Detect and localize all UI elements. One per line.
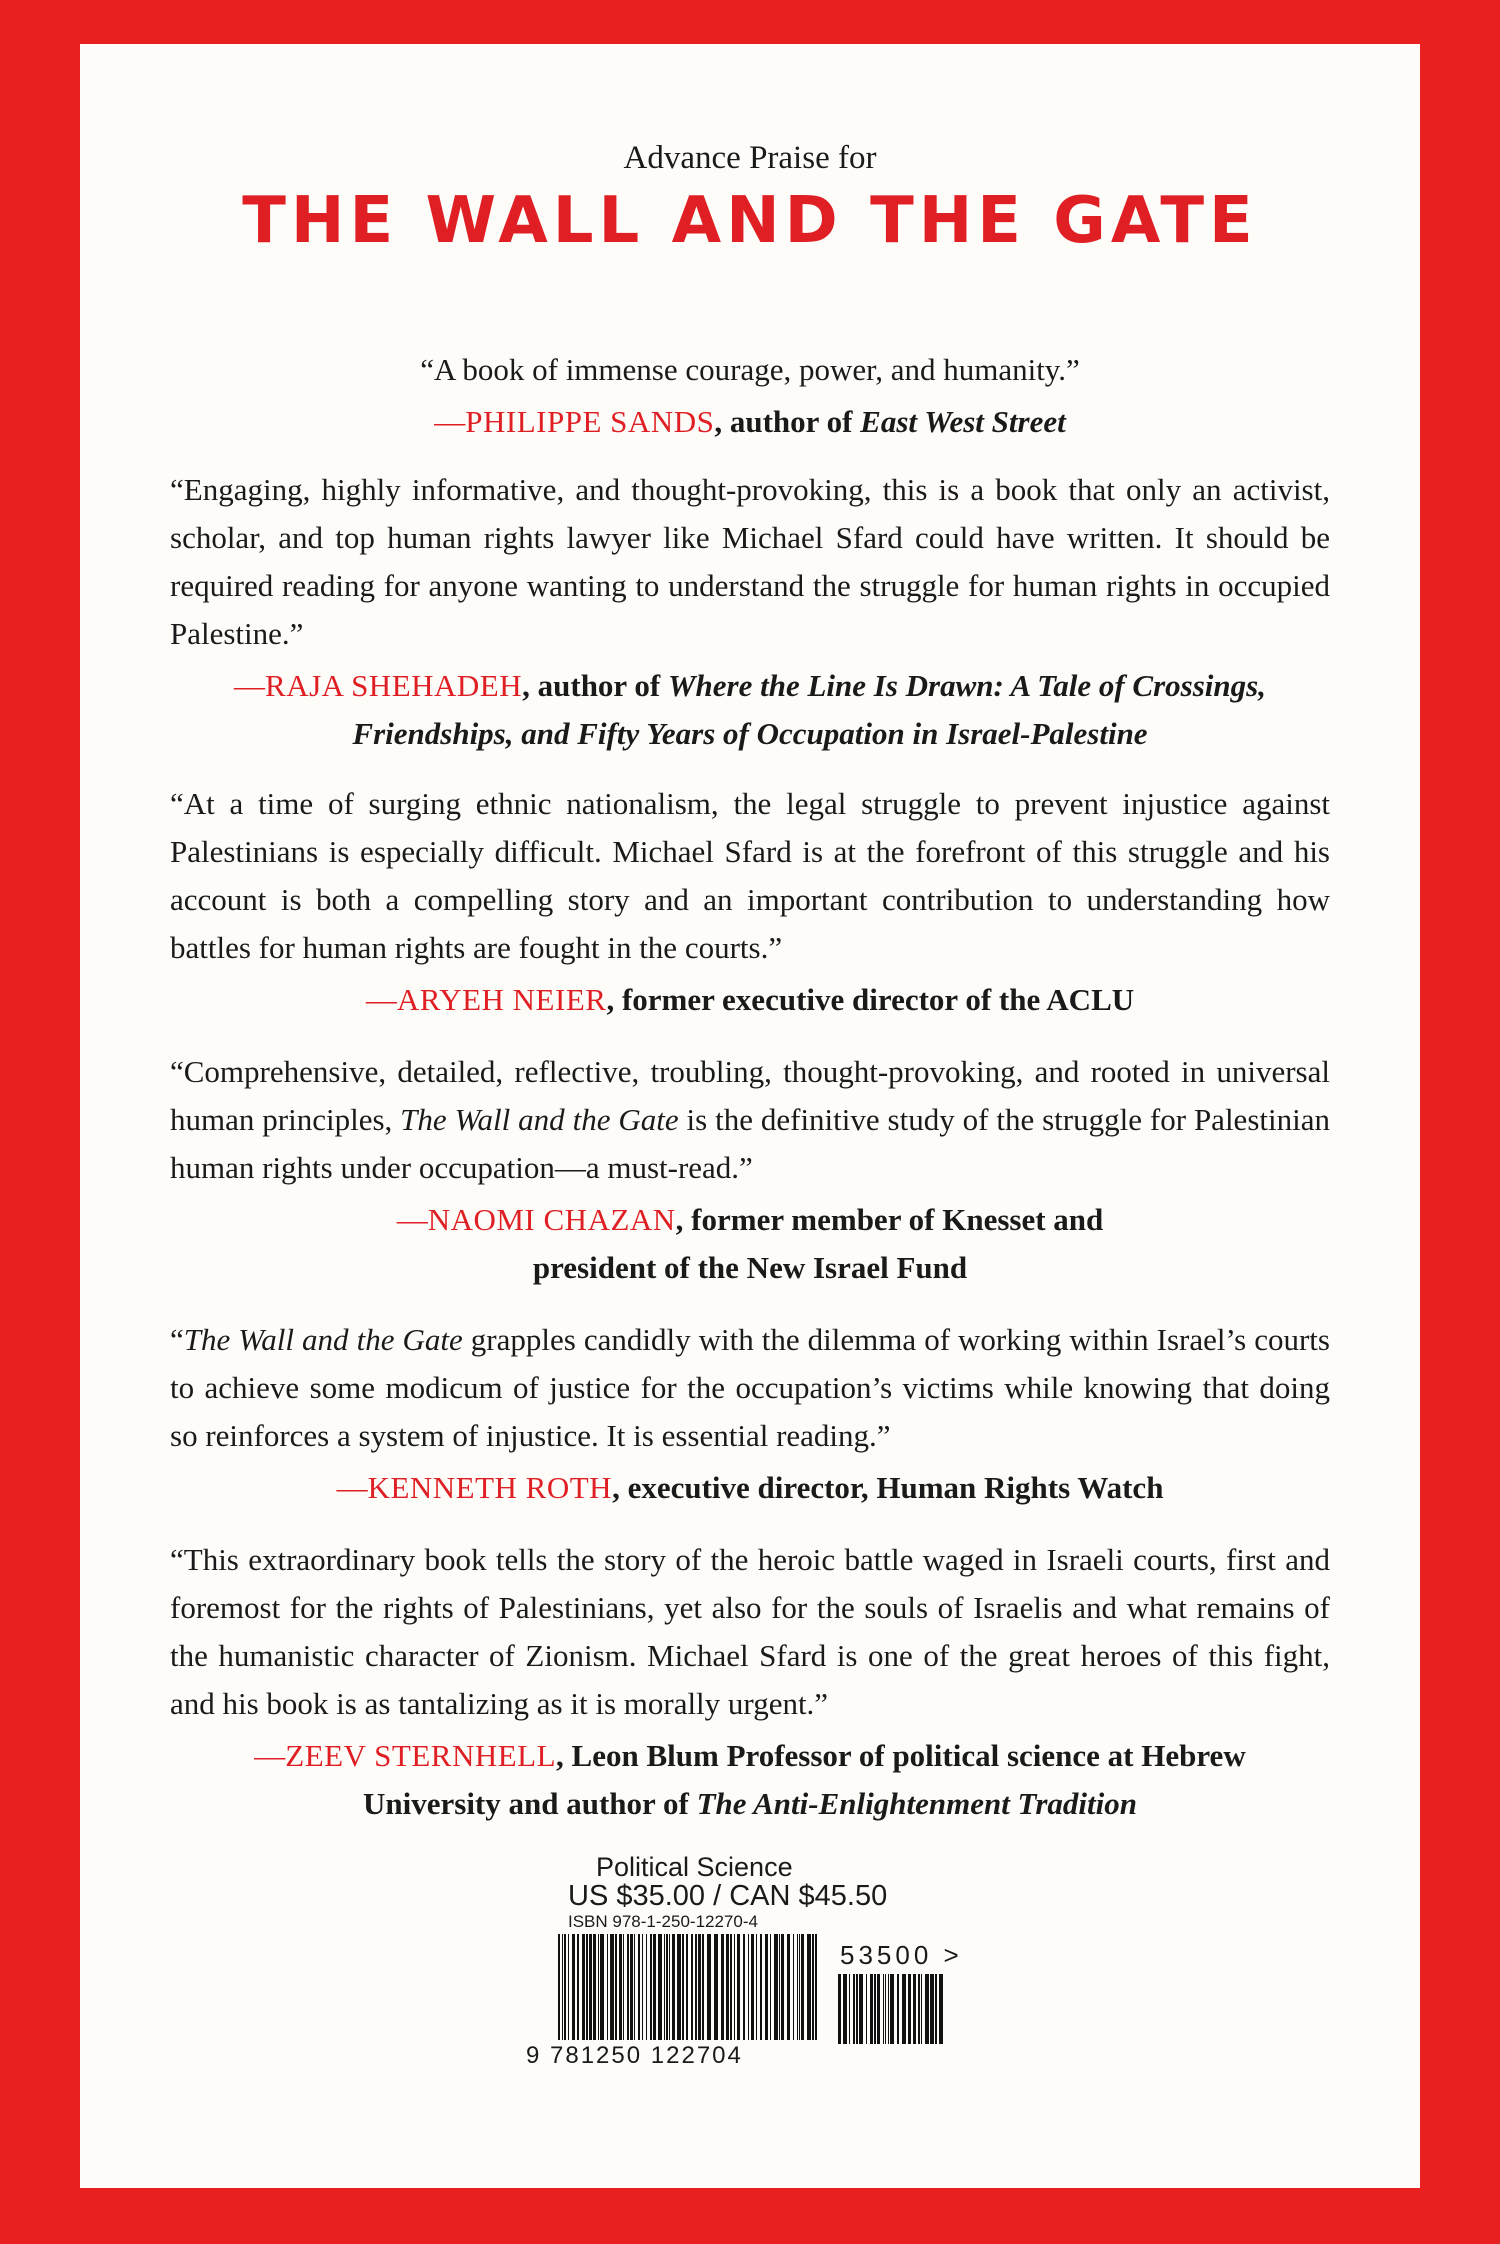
barcode-bar [714,1934,718,2040]
praise-attribution [80,1464,1420,1512]
barcode-bar [558,1934,560,2040]
praise-quote: “Engaging, highly informative, and thought-provoking, this is a book that only an activist, scholar, and top human rights lawyer like Michael Sfard could have written. It should be required reading for anyone wanting to understand the struggle for human rights in occupied Palestine.” [170,472,1330,651]
barcode-bar [730,1934,732,2040]
barcode-bar [642,1934,643,2040]
praise-item [80,780,1420,1024]
barcode-bar [672,1934,675,2040]
barcode-bar [682,1934,684,2040]
em-dash: — [365,982,397,1017]
barcode-bar [638,1934,640,2040]
barcode-bar [774,1934,778,2040]
barcode-bar [935,1974,937,2044]
praise-book-title: The Anti-Enlightenment Tradition [696,1786,1137,1821]
barcode-bar [572,1934,575,2040]
barcode-bar [589,1934,592,2040]
barcode-bar [856,1974,858,2044]
barcode-bar [853,1974,855,2044]
barcode-bar [797,1934,798,2040]
praise-quote: “Comprehensive, detailed, reflective, troubling, thought-provoking, and rooted in universal human principles, The Wall and the Gate is the definitive study of the struggle for Palestinian human rights under occupation—a must-read.” [170,1054,1330,1185]
barcode-bar [607,1934,608,2040]
book-title: THE WALL AND THE GATE [242,184,1258,258]
barcode-bar [838,1974,841,2044]
barcode-bar [698,1934,701,2040]
barcode-bar [781,1934,784,2040]
barcode-bar [600,1934,604,2040]
barcode-bar [650,1934,652,2040]
barcode-bar [913,1974,916,2044]
barcode-bar [779,1934,780,2040]
barcode-bar [908,1974,911,2044]
barcode-bar [885,1974,886,2044]
praise-author: KENNETH ROTH [367,1470,613,1505]
barcode-bar [658,1934,662,2040]
em-dash: — [254,1738,286,1773]
barcode-bar [664,1934,665,2040]
barcode-bar [586,1934,588,2040]
pretitle: Advance Praise for [623,140,877,176]
praise-quote: “The Wall and the Gate grapples candidly with the dilemma of working within Israel’s courts to achieve some modicum of justice for the occupation’s victims while knowing that doing so reinforces a system of injustice. It is essential reading.” [170,1322,1330,1453]
praise-item [80,1536,1420,1828]
praise-quote: “At a time of surging ethnic nationalism, the legal struggle to prevent injustice against Palestinians is especially difficult. Michael Sfard is at the forefront of this struggle and his account is both a compelling story and an important contribution to understanding how battles for human rights are fought in the courts.” [170,786,1330,965]
barcode-bar [615,1934,617,2040]
barcode-bar [866,1974,867,2044]
praise-book-title: East West Street [860,404,1066,439]
barcode-bar [770,1934,771,2040]
em-dash: — [396,1202,428,1237]
praise-item [80,1316,1420,1512]
em-dash: — [336,1470,368,1505]
barcode-bar [902,1974,906,2044]
praise-credit: , former member of Knesset and president of the New Israel Fund [532,1202,1104,1285]
barcode-bar [623,1934,624,2040]
barcode-bar [726,1934,729,2040]
barcode-bar [593,1934,596,2040]
praise-credit: , author of [522,668,668,703]
praise-author: ZEEV STERNHELL [285,1738,557,1773]
barcode-bar [801,1934,804,2040]
barcode-bar [815,1934,817,2040]
barcode-bar [890,1974,894,2044]
praise-credit: , author of [714,404,861,439]
barcode-bar [939,1974,943,2044]
barcode-bar [751,1934,754,2040]
barcode-bar [807,1934,811,2040]
praise-attribution [220,662,1280,758]
barcode-bar [598,1934,599,2040]
barcode-bar [918,1974,920,2044]
barcode-bar [921,1974,922,2044]
barcode-bar [619,1934,622,2040]
barcode-bar [897,1974,899,2044]
barcode-bar [568,1934,569,2040]
praise-book-title: Where the Line Is Drawn: A Tale of Crossings, Friendships, and Fifty Years of Occupation in Israel-Palestine [352,668,1266,751]
barcode-bar [677,1934,681,2040]
barcode-bar [859,1974,863,2044]
barcode-bar [627,1934,629,2040]
barcode-bar [630,1934,633,2040]
barcode-bar [686,1934,688,2040]
barcode-bar [760,1934,762,2040]
barcode-bar [870,1974,873,2044]
praise-credit: , executive director, Human Rights Watch [612,1470,1164,1505]
barcode-bar [888,1974,889,2044]
praise-attribution [250,1732,1250,1828]
barcode-bar [925,1974,929,2044]
praise-credit: , former executive director of the ACLU [606,982,1135,1017]
em-dash: — [234,668,266,703]
praise-item [80,346,1420,446]
barcode-bar [874,1974,876,2044]
barcode-bar [843,1974,847,2044]
barcode-bar [877,1974,880,2044]
praise-attribution [370,1196,1130,1292]
praise-attribution [80,398,1420,446]
barcode-bar [646,1934,647,2040]
barcode-bar [756,1934,757,2040]
barcode-bar [695,1934,697,2040]
isbn-label: ISBN 978-1-250-12270-4 [568,1912,758,1931]
praise-author: RAJA SHEHADEH [265,668,523,703]
praise-author: ARYEH NEIER [396,982,607,1017]
isbn-barcode [558,1934,818,2040]
price-addon-barcode [838,1974,944,2044]
barcode-bar [930,1974,934,2044]
praise-quote: “This extraordinary book tells the story of the heroic battle waged in Israeli courts, first and foremost for the rights of Palestinians, yet also for the souls of Israelis and what remains of the humanistic character of Zionism. Michael Sfard is one of the great heroes of this fight, and his book is as tantalizing as it is morally urgent.” [170,1542,1330,1721]
barcode-bar [577,1934,579,2040]
praise-author: NAOMI CHAZAN [427,1202,676,1237]
price-label: US $35.00 / CAN $45.50 [568,1880,888,1912]
praise-attribution [80,976,1420,1024]
barcode-bar [787,1934,790,2040]
barcode-bar [793,1934,794,2040]
barcode-bar [610,1934,614,2040]
barcode-bar [707,1934,711,2040]
barcode-bar [666,1934,668,2040]
barcode-bar [669,1934,670,2040]
praise-author: PHILIPPE SANDS [465,404,715,439]
barcode-bar [721,1934,724,2040]
barcode-bar [582,1934,585,2040]
barcode-area [518,1852,1058,2072]
barcode-bar [849,1974,850,2044]
praise-quote: “A book of immense courage, power, and humanity.” [420,352,1080,387]
category-label: Political Science [596,1852,793,1882]
barcode-bar [737,1934,740,2040]
back-cover-panel [80,44,1420,2188]
praise-credit: , Leon Blum Professor of political science at Hebrew University and author of [363,1738,1246,1821]
barcode-bar [748,1934,749,2040]
barcode-bar [743,1934,745,2040]
barcode-bar [702,1934,704,2040]
barcode-bar [564,1934,566,2040]
barcode-bar [799,1934,800,2040]
barcode-bar [812,1934,814,2040]
barcode-bar [653,1934,656,2040]
barcode-bar [691,1934,693,2040]
barcode-bar [634,1934,635,2040]
praise-item [80,466,1420,758]
barcode-bar [734,1934,735,2040]
barcode-bar [883,1974,884,2044]
praise-item [80,1048,1420,1292]
barcode-bar [765,1934,768,2040]
addon-digits: 53500 > [840,1940,963,1970]
barcode-bar [562,1934,563,2040]
barcode-digits: 9 781250 122704 [526,2042,743,2069]
em-dash: — [434,404,466,439]
